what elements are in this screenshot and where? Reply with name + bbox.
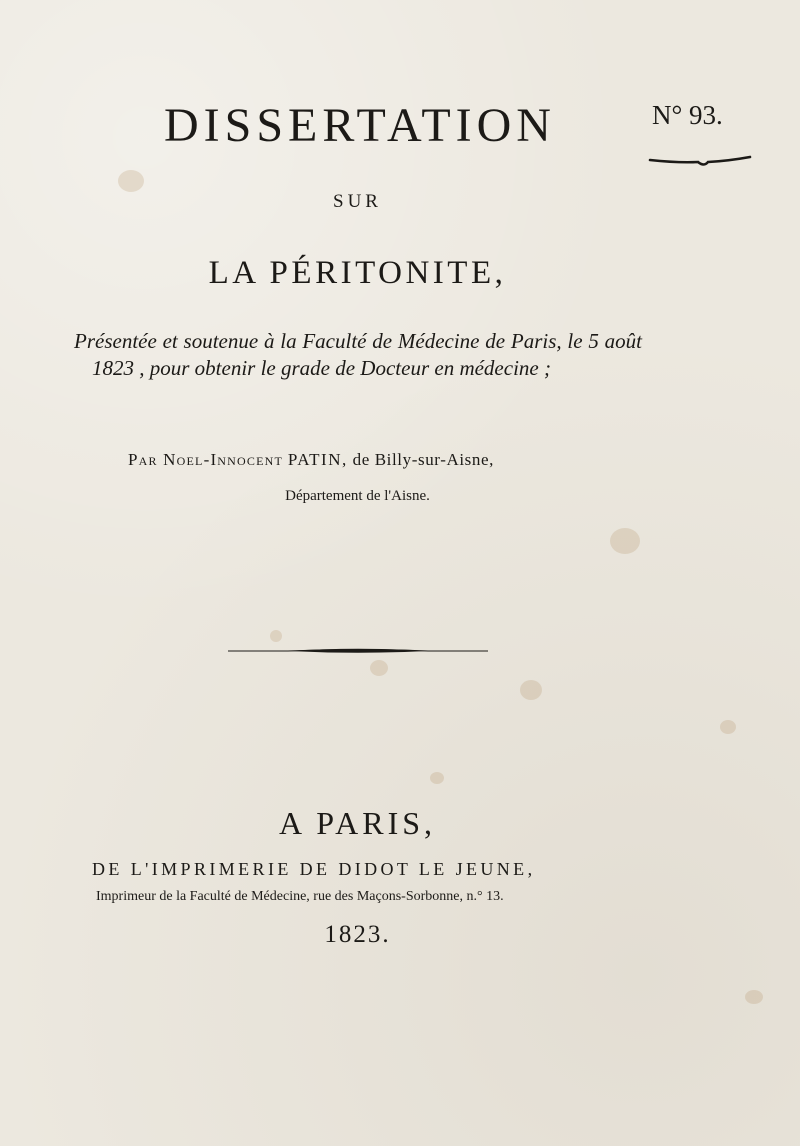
foxing-stain — [270, 630, 282, 642]
author-prefix: Par Noel-Innocent — [128, 450, 284, 469]
preposition: SUR — [333, 191, 382, 212]
foxing-stain — [745, 990, 763, 1004]
flourish-ornament — [648, 154, 752, 168]
publication-place: A PARIS, — [278, 805, 437, 841]
dissertation-number: N° 93. — [652, 100, 723, 130]
dissertation-subject: LA PÉRITONITE, — [208, 255, 507, 291]
printer-name: DE L'IMPRIMERIE DE DIDOT LE JEUNE, — [92, 859, 536, 879]
foxing-stain — [118, 170, 144, 192]
divider-rule — [228, 646, 488, 656]
publication-year: 1823. — [324, 921, 391, 948]
foxing-stain — [520, 680, 542, 700]
foxing-stain — [370, 660, 388, 676]
page-title: DISSERTATION — [164, 99, 556, 152]
presentation-statement: Présentée et soutenue à la Faculté de Médecine de Paris, le 5 août 1823 , pour obtenir le grade de Docteur en médecine ; — [74, 329, 642, 380]
author-origin: de Billy-sur-Aisne, — [352, 450, 494, 469]
printer-address: Imprimeur de la Faculté de Médecine, rue des Maçons-Sorbonne, n.° 13. — [96, 889, 504, 904]
author-line — [128, 449, 494, 471]
author-surname: PATIN, — [287, 450, 348, 469]
foxing-stain — [610, 528, 640, 554]
foxing-stain — [430, 772, 444, 784]
department: Département de l'Aisne. — [285, 488, 430, 504]
foxing-stain — [720, 720, 736, 734]
